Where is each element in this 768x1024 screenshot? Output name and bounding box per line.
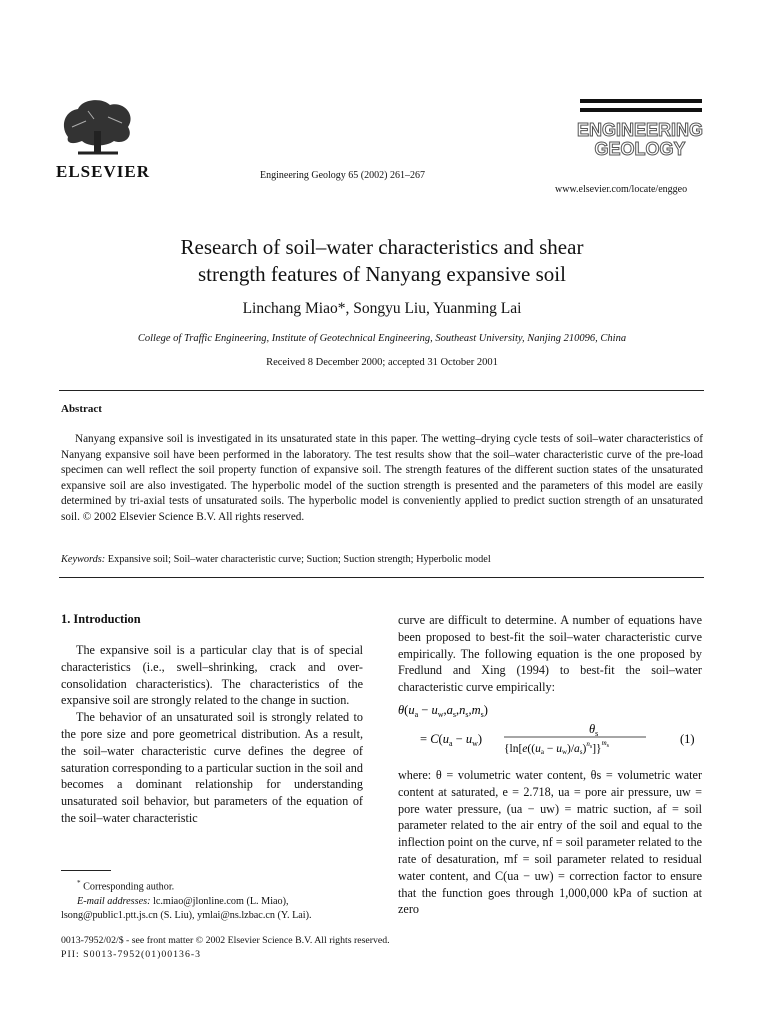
- svg-text:= C(ua − uw): = $C(u_a - u_w)$: [420, 732, 483, 748]
- keywords-label: Keywords:: [61, 554, 106, 565]
- title-line-2: strength features of Nanyang expansive soil: [198, 262, 566, 286]
- paper-title: [60, 234, 704, 288]
- divider-bottom: [59, 577, 704, 578]
- title-line-1: Research of soil–water characteristics and shear: [180, 235, 584, 259]
- right-column-continued: [398, 767, 702, 918]
- svg-text:{ln[e((ua − uw)/as)ns]}ms: $\{\ln[e((ua - uw)/as)^ns]\}^ms$: [504, 739, 609, 755]
- equation-1: [398, 701, 703, 755]
- left-column: [61, 642, 363, 827]
- right-column: [398, 612, 702, 696]
- journal-logo-bars: [580, 99, 702, 117]
- journal-logo-line1: ENGINEERING: [576, 120, 704, 140]
- copyright-block: [61, 934, 390, 961]
- intro-paragraph-1: The expansive soil is a particular clay that is of special characteristics (i.e., swell–shrinking, crack and over-consolidation characteristics). The characteristics of the expansive soil are strongly related to the change in suction.: [61, 643, 363, 708]
- intro-paragraph-2: The behavior of an unsaturated soil is strongly related to the pore size and pore geometrical distribution. As a result, the soil–water characteristic curve defines the degree of saturation corresponding to a particular suction in the soil and becomes a dominant relationship for understanding unsaturated soil behavior, but parameters of the equation of the soil–water characteristic: [61, 710, 363, 825]
- section-heading-introduction: 1. Introduction: [61, 612, 141, 626]
- footnote-rule: [61, 870, 111, 871]
- divider-top: [59, 390, 704, 391]
- email-line-2: lsong@public1.ptt.js.cn (S. Liu), ymlai@ns.lzbac.cn (Y. Lai).: [61, 910, 312, 922]
- publisher-name: ELSEVIER: [56, 162, 150, 181]
- email-label: E-mail addresses:: [77, 895, 151, 907]
- journal-reference: Engineering Geology 65 (2002) 261–267: [260, 170, 425, 181]
- footnote-star: *: [77, 879, 81, 887]
- footnote: [61, 876, 361, 924]
- equation-number: (1): [680, 732, 695, 746]
- abstract-text: Nanyang expansive soil is investigated in its unsaturated state in this paper. The wetting–drying cycle tests of soil–water characteristics of Nanyang expansive soil have been performed in the laboratory. The test results show that the soil–water characteristic curve of the pre-load specimen can well reflect the soil property function of expansive soil. The strength features of the different suction states of the unsaturated expansive soil are also investigated. The hyperbolic model of the suction strength is presented and the parameters of this model are easily determined by tri-axial tests of unsaturated soils. The hyperbolic model is conveniently applied to predict suction strength of an unsaturated soil. © 2002 Elsevier Science B.V. All rights reserved.: [61, 433, 703, 523]
- email-line-1: lc.miao@jlonline.com (L. Miao),: [150, 895, 289, 907]
- keywords: [61, 554, 491, 565]
- journal-url[interactable]: www.elsevier.com/locate/enggeo: [555, 184, 688, 195]
- received-dates: Received 8 December 2000; accepted 31 October 2001: [266, 357, 498, 368]
- keywords-text: Expansive soil; Soil–water characteristic curve; Suction; Suction strength; Hyperbolic model: [105, 554, 491, 565]
- svg-text:θs: $\theta_s$: [589, 722, 599, 738]
- journal-logo: [576, 121, 704, 159]
- issn-line: 0013-7952/02/$ - see front matter © 2002 Elsevier Science B.V. All rights reserved.: [61, 935, 390, 946]
- journal-logo-line2: GEOLOGY: [594, 139, 686, 159]
- intro-paragraph-3: curve are difficult to determine. A number of equations have been proposed to best-fit the soil–water characteristic curve empirically. The following equation is the one proposed by Fredlund and Xing (1994) to best-fit the soil–water characteristic curve empirically:: [398, 613, 702, 695]
- pii-line: PII: S0013-7952(01)00136-3: [61, 948, 202, 960]
- corresponding-author-label: Corresponding author.: [83, 881, 175, 893]
- affiliation: College of Traffic Engineering, Institute of Geotechnical Engineering, Southeast University, Nanjing 210096, China: [137, 333, 627, 344]
- elsevier-tree-logo: [58, 97, 138, 157]
- authors: Linchang Miao*, Songyu Liu, Yuanming Lai: [242, 300, 522, 317]
- equation-definitions: where: θ = volumetric water content, θs = volumetric water content at saturated, e = 2.718, ua = pore air pressure, uw = pore water pressure, (ua − uw) = matric suction, af = soil parameter related to the air entry of the soil and equal to the inflection point on the curve, nf = soil parameter related to the rate of desaturation, mf = soil parameter related to residual water content, and C(ua − uw) = correction factor to ensure that the function goes through 1,000,000 kPa of suction at zero: [398, 768, 702, 917]
- svg-text:θ(ua − uw,as,ns,ms): $\theta(u_a - u_w,a_s,n_s,m_s)$: [398, 703, 488, 719]
- abstract-heading: Abstract: [61, 403, 102, 415]
